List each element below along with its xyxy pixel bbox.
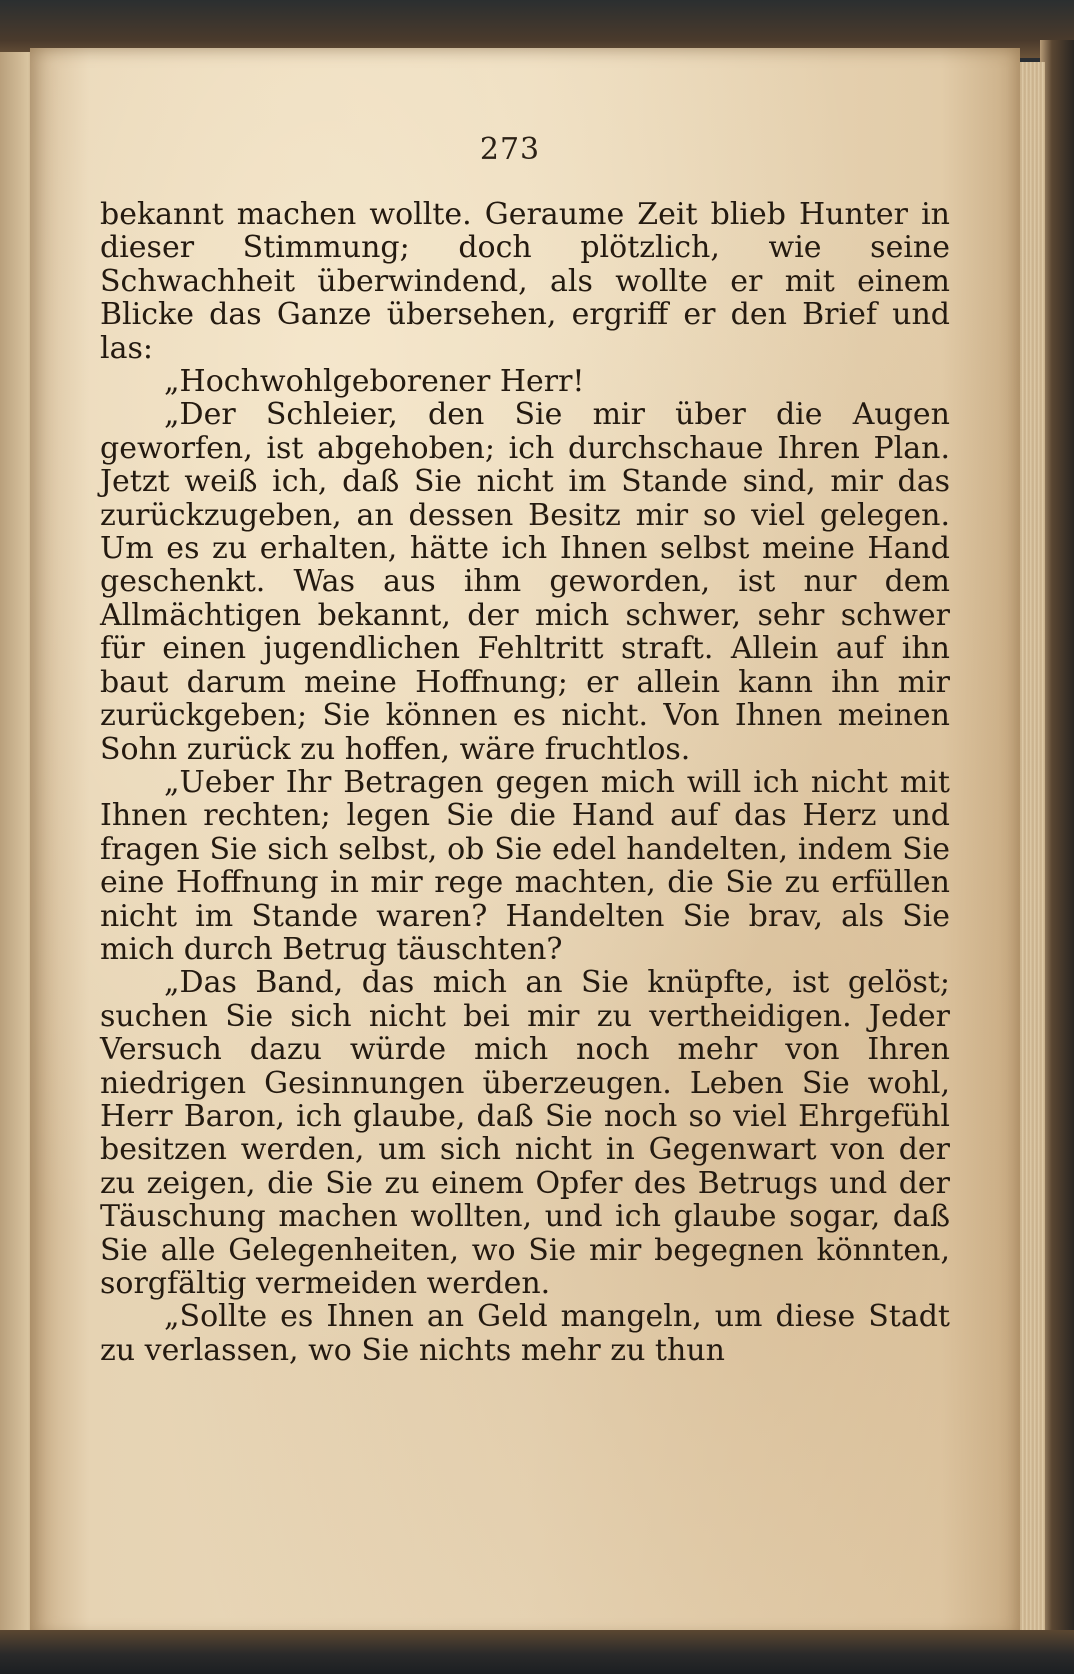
book-cover-right-edge	[1040, 40, 1074, 1640]
paragraph-salutation: „Hochwohlgeborener Herr!	[164, 364, 585, 400]
paragraph-letter-conduct: „Ueber Ihr Betragen gegen mich will ich nicht mit Ihnen rechten; legen Sie die Hand auf das Herz und fragen Sie sich selbst, ob Sie edel handelten, indem Sie eine Hoffnung in mir rege machten, die Sie zu erfüllen nicht im Stande waren? Handelten Sie brav, als Sie mich durch Betrug täuschten?	[100, 764, 950, 967]
paragraph-opening: bekannt machen wollte. Geraume Zeit blieb Hunter in dieser Stimmung; doch plötzlich, wie seine Schwachheit überwindend, als wollte er mit einem Blicke das Ganze übersehen, ergriff er den Brief und las:	[100, 197, 950, 366]
book-page	[30, 48, 1020, 1638]
paragraph-letter-bond: „Das Band, das mich an Sie knüpfte, ist gelöst; suchen Sie sich nicht bei mir zu vertheidigen. Jeder Versuch dazu würde mich noch mehr von Ihren niedrigen Gesinnungen überzeugen. Leben Sie wohl, Herr Baron, ich glaube, daß Sie noch so viel Ehrgefühl besitzen werden, um sich nicht in Gegenwart von der zu zeigen, die Sie zu einem Opfer des Betrugs und der Täuschung machen wollten, und ich glaube sogar, daß Sie alle Gelegenheiten, wo Sie mir begegnen könnten, sorgfältig vermeiden werden.	[100, 965, 950, 1301]
paragraph-letter-veil: „Der Schleier, den Sie mir über die Augen geworfen, ist abgehoben; ich durchschaue Ihren Plan. Jetzt weiß ich, daß Sie nicht im Stande sind, mir das zurückzugeben, an dessen Besitz mir so viel gelegen. Um es zu erhalten, hätte ich Ihnen selbst meine Hand geschenkt. Was aus ihm geworden, ist nur dem Allmächtigen bekannt, der mich schwer, sehr schwer für einen jugendlichen Fehltritt straft. Allein auf ihn baut darum meine Hoffnung; er allein kann ihn mir zurückgeben; Sie können es nicht. Von Ihnen meinen Sohn zurück zu hoffen, wäre fruchtlos.	[100, 397, 950, 767]
paragraph-letter-money: „Sollte es Ihnen an Geld mangeln, um diese Stadt zu verlassen, wo Sie nichts mehr zu thun	[100, 1299, 950, 1368]
page-text	[100, 198, 950, 1367]
book-cover-bottom-edge	[0, 1630, 1074, 1674]
page-number: 273	[479, 132, 541, 167]
